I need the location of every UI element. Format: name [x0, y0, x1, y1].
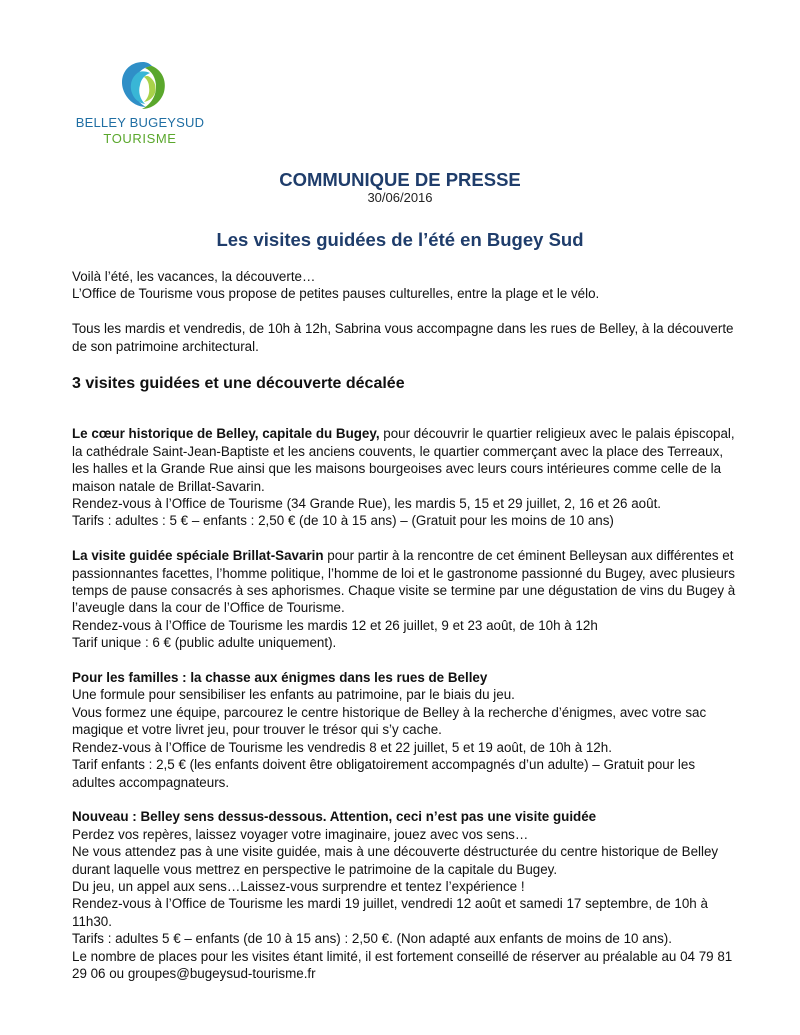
intro-line-1: Voilà l’été, les vacances, la découverte…: [72, 269, 316, 284]
visit-pricing: Tarif enfants : 2,5 € (les enfants doivent être obligatoirement accompagnés d’un adulte) – Gratuit pour les adultes accompagnateurs.: [72, 757, 696, 790]
visit-line: Ne vous attendez pas à une visite guidée, mais à une découverte déstructurée du centre historique de Belley durant laquelle vous mettrez en perspective le patrimoine de la capitale du Bugey.: [72, 844, 719, 877]
visit-title: Le cœur historique de Belley, capitale du Bugey,: [72, 426, 380, 442]
logo-swirl-icon: [115, 58, 171, 114]
visit-description: [72, 547, 740, 617]
intro-paragraph: Tous les mardis et vendredis, de 10h à 12h, Sabrina vous accompagne dans les rues de Belley, à la découverte de son patrimoine architectural.: [72, 321, 734, 354]
release-date: 30/06/2016: [367, 190, 433, 205]
visit-lead: pour partir à la rencontre de cet éminent Belleysan aux différentes et passionnantes facettes, l’homme politique, l’homme de loi et le gastronome passionné du Bugey, avec plusieurs temps de pause consacrés à ses aphorismes. Chaque visite se termine par une dégustation de vins du Bugey à l’aveugle dans la cour de l’Office de Tourisme.: [72, 548, 736, 616]
visit-title-line: [72, 808, 740, 825]
visit-pricing: Tarifs : adultes 5 € – enfants (de 10 à 15 ans) : 2,50 €. (Non adapté aux enfants de moins de 10 ans).: [72, 931, 672, 947]
visit-line: Une formule pour sensibiliser les enfants au patrimoine, par le biais du jeu.: [72, 687, 515, 703]
reservation-contact: Le nombre de places pour les visites étant limité, il est fortement conseillé de réserver au préalable au 04 79 81 29 06 ou groupes@bugeysud-tourisme.fr: [72, 948, 733, 981]
visit-title: La visite guidée spéciale Brillat-Savarin: [72, 548, 324, 564]
visit-pricing: Tarif unique : 6 € (public adulte uniquement).: [72, 635, 337, 651]
section-heading: 3 visites guidées et une découverte décalée: [72, 375, 405, 393]
visit-block-families: [72, 669, 740, 791]
intro-line-2: L’Office de Tourisme vous propose de petites pauses culturelles, entre la plage et le vélo.: [72, 286, 600, 302]
document-title: Les visites guidées de l’été en Bugey Sud: [216, 229, 584, 250]
visit-block-nouveau: [72, 808, 740, 982]
visit-meeting: Rendez-vous à l’Office de Tourisme les vendredis 8 et 22 juillet, 5 et 19 août, de 10h à 12h.: [72, 739, 612, 755]
visit-lead: pour découvrir le quartier religieux avec le palais épiscopal, la cathédrale Saint-Jean-Baptiste et les anciens couvents, le quartier commerçant avec la place des Terreaux, les halles et la Grande Rue ainsi que les maisons bourgeoises avec leurs cours intérieures comme celle de la maison natale de Brillat-Savarin.: [72, 426, 735, 494]
visit-meeting: Rendez-vous à l’Office de Tourisme les mardis 12 et 26 juillet, 9 et 23 août, de 10h à 12h: [72, 617, 598, 633]
visit-block-historic: [72, 425, 740, 529]
visit-pricing: Tarifs : adultes : 5 € – enfants : 2,50 € (de 10 à 15 ans) – (Gratuit pour les moins de 10 ans): [72, 513, 614, 529]
visit-block-brillat-savarin: [72, 547, 740, 651]
visit-title-line: [72, 669, 740, 686]
visit-description: [72, 425, 740, 495]
visit-meeting: Rendez-vous à l’Office de Tourisme (34 Grande Rue), les mardis 5, 15 et 29 juillet, 2, 16 et 26 août.: [72, 496, 662, 512]
visit-title: Pour les familles : la chasse aux énigmes dans les rues de Belley: [72, 670, 488, 686]
press-release-kicker: COMMUNIQUE DE PRESSE: [279, 169, 521, 190]
visit-line: Vous formez une équipe, parcourez le centre historique de Belley à la recherche d’énigmes, avec votre sac magique et votre livret jeu, pour trouver le trésor qui s’y cache.: [72, 704, 707, 738]
visit-meeting: Rendez-vous à l’Office de Tourisme les mardi 19 juillet, vendredi 12 août et samedi 17 septembre, de 10h à 11h30.: [72, 896, 708, 929]
logo-text-tourisme: TOURISME: [103, 131, 177, 146]
visit-title: Nouveau : Belley sens dessus-dessous. Attention, ceci n’est pas une visite guidée: [72, 809, 597, 825]
visit-line: Du jeu, un appel aux sens…Laissez-vous surprendre et tentez l’expérience !: [72, 878, 525, 894]
visit-line: Perdez vos repères, laissez voyager votre imaginaire, jouez avec vos sens…: [72, 826, 529, 842]
logo-text-brand: BELLEY BUGEYSUD: [75, 115, 205, 130]
document-body: [72, 268, 740, 982]
document-header: [0, 169, 800, 205]
